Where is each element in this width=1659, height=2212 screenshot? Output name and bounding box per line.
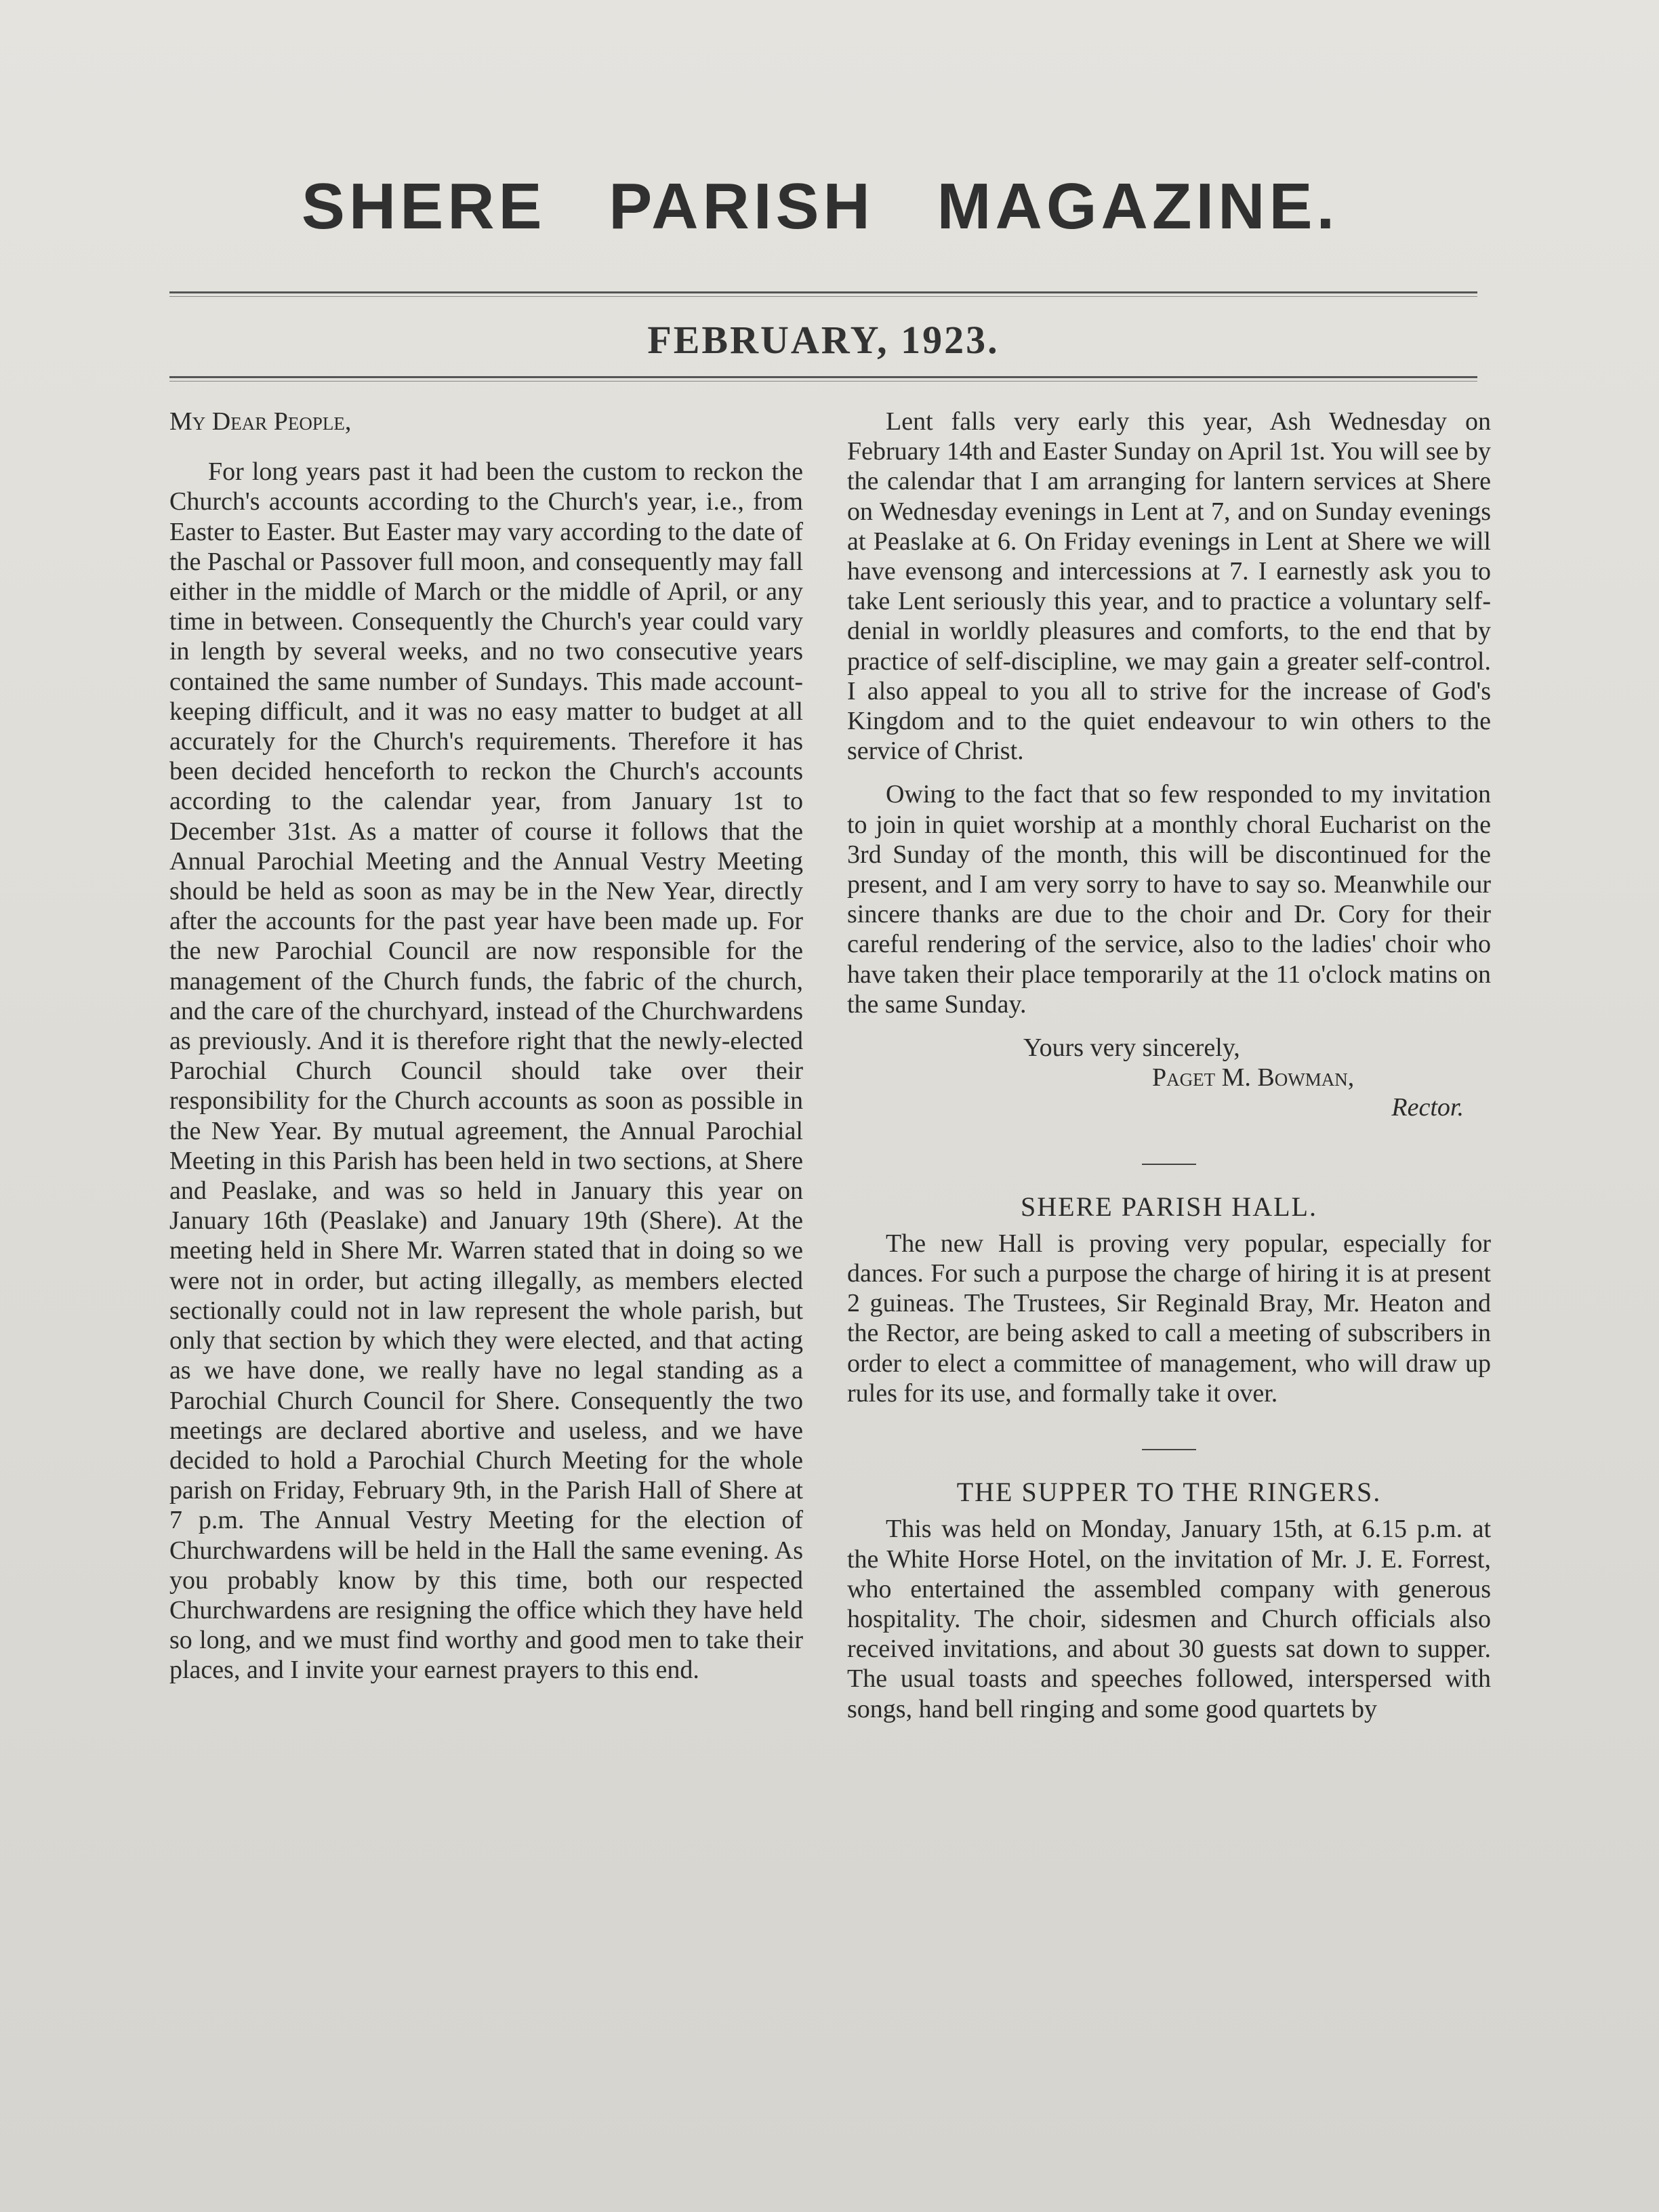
letter-paragraph-2: Lent falls very early this year, Ash Wednesday on February 14th and Easter Sunday on April 1st. You will see by the calendar that I am arranging for lantern services at Shere on Wednesday evenings in Lent at 7, and on Sunday evenings at Peaslake at 6. On Friday evenings in Lent at Shere we will have evensong and intercessions at 7. I earnestly ask you to take Lent seriously this year, and to practice a voluntary self-denial in worldly pleasures and comforts, to the end that by practice of self-discipline, we may gain a greater self-control. I also appeal to you all to strive for the increase of God's Kingdom and to the quiet endeavour to win others to the service of Christ. bbox=[847, 407, 1491, 766]
top-rule bbox=[169, 291, 1477, 293]
ringers-supper-body: This was held on Monday, January 15th, at 6.15 p.m. at the White Horse Hotel, on the invitation of Mr. J. E. Forrest, who entertained the assembled company with generous hospitality. The choir, sidesmen and Church officials also received invitations, and about 30 guests sat down to supper. The usual toasts and speeches followed, interspersed with songs, hand bell ringing and some good quartets by bbox=[847, 1515, 1491, 1723]
ringers-supper-heading: THE SUPPER TO THE RINGERS. bbox=[956, 1477, 1382, 1508]
right-column bbox=[847, 407, 1491, 1724]
letter-signature: Paget M. Bowman, bbox=[1152, 1063, 1355, 1092]
letter-paragraph-3: Owing to the fact that so few responded to my invitation to join in quiet worship at a monthly choral Eucharist on the 3rd Sunday of the month, this will be discontinued for the present, and I am very sorry to have to say so. Meanwhile our sincere thanks are due to the choir and Dr. Cory for their careful rendering of the service, also to the ladies' choir who have taken their place temporarily at the 11 o'clock matins on the same Sunday. bbox=[847, 780, 1491, 1019]
letter-paragraph-1: For long years past it had been the custom to reckon the Church's accounts according to the Church's year, i.e., from Easter to Easter. But Easter may vary according to the date of the Paschal or Passover full moon, and consequently may fall either in the middle of March or the middle of April, or any time in between. Consequently the Church's year could vary in length by several weeks, and no two consecutive years contained the same number of Sundays. This made account-keeping difficult, and it was no easy matter to budget at all accurately for the Church's requirements. Therefore it has been decided henceforth to reckon the Church's accounts according to the calendar year, from January 1st to December 31st. As a matter of course it follows that the Annual Parochial Meeting and the Annual Vestry Meeting should be held as soon as may be in the New Year, directly after the accounts for the past year have been made up. For the new Parochial Council are now responsible for the management of the Church funds, the fabric of the church, and the care of the churchyard, instead of the Churchwardens as previously. And it is therefore right that the newly-elected Parochial Church Council should take over their responsibility for the Church accounts as soon as possible in the New Year. By mutual agreement, the Annual Parochial Meeting in this Parish has been held in two sections, at Shere and Peaslake, and was so held in January this year on January 16th (Peaslake) and January 19th (Shere). At the meeting held in Shere Mr. Warren stated that in doing so we were not in order, but acting illegally, as members elected sectionally could not in law represent the whole parish, but only that section by which they were elected, and that acting as we have done, we really have no legal standing as a Parochial Church Council for Shere. Consequently the two meetings are declared abortive and useless, and we have decided to hold a Parochial Church Meeting for the whole parish on Friday, February 9th, in the Parish Hall of Shere at 7 p.m. The Annual Vestry Meeting for the election of Churchwardens will be held in the Hall the same evening. As you probably know by this time, both our respected Churchwardens are resigning the office which they have held so long, and we must find worthy and good men to take their places, and I invite your earnest prayers to this end. bbox=[169, 457, 804, 1685]
section-divider bbox=[1142, 1164, 1196, 1165]
parish-hall-heading: SHERE PARISH HALL. bbox=[1021, 1191, 1317, 1222]
left-column bbox=[169, 407, 803, 1685]
parish-hall-body: The new Hall is proving very popular, especially for dances. For such a purpose the charge of hiring it is at present 2 guineas. The Trustees, Sir Reginald Bray, Mr. Heaton and the Rector, are being asked to call a meeting of subscribers in order to elect a committee of management, who will draw up rules for its use, and formally take it over. bbox=[847, 1229, 1491, 1408]
issue-rule bbox=[169, 376, 1477, 378]
masthead-title: SHERE PARISH MAGAZINE. bbox=[301, 170, 1339, 243]
letter-closing bbox=[847, 1033, 1491, 1123]
letter-signature-role: Rector. bbox=[1391, 1093, 1464, 1122]
section-divider bbox=[1142, 1449, 1196, 1450]
letter-salutation: My Dear People, bbox=[169, 407, 352, 436]
letter-valediction: Yours very sincerely, bbox=[1023, 1033, 1240, 1063]
issue-date: FEBRUARY, 1923. bbox=[647, 318, 1000, 362]
